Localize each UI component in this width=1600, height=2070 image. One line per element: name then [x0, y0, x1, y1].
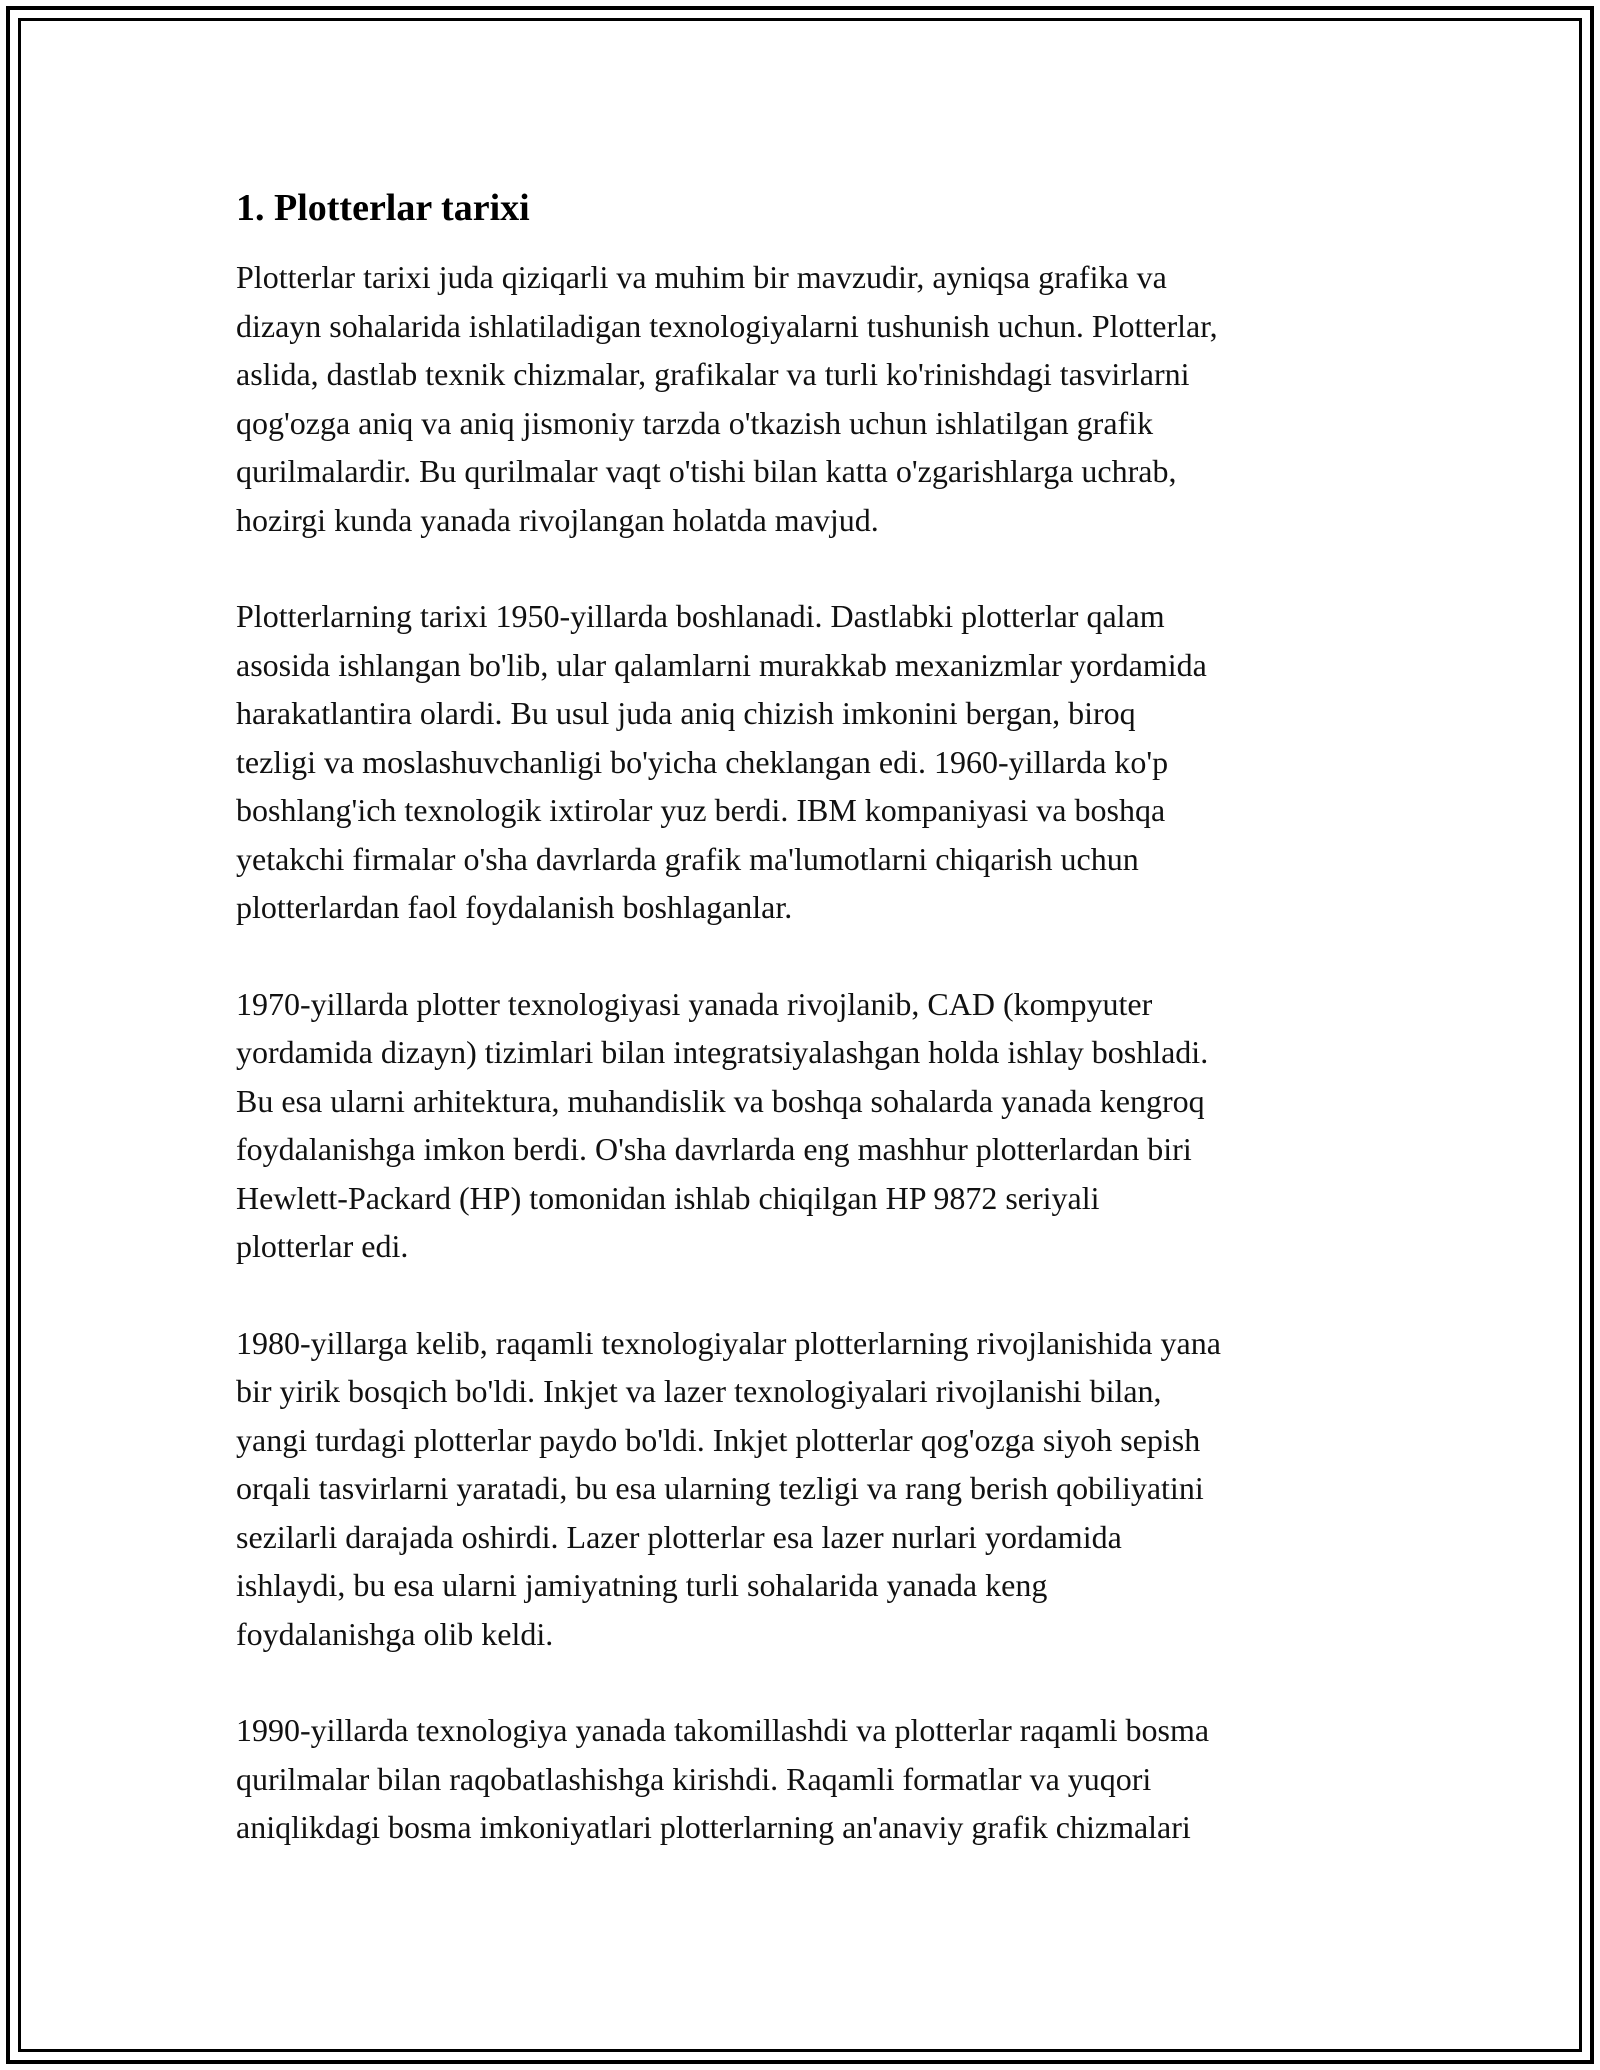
- text-line: bir yirik bosqich bo'ldi. Inkjet va lazer texnologiyalari rivojlanishi bilan,: [236, 1373, 1162, 1409]
- text-line: qog'ozga aniq va aniq jismoniy tarzda o'tkazish uchun ishlatilgan grafik: [236, 404, 1154, 441]
- paragraph: [236, 253, 1386, 544]
- paragraph: [236, 980, 1386, 1271]
- text-line: ishlaydi, bu esa ularni jamiyatning turli sohalarida yanada keng: [236, 1567, 1048, 1603]
- paragraph-list: [236, 253, 1386, 1852]
- text-line: tezligi va moslashuvchanligi bo'yicha cheklangan edi. 1960-yillarda ko'p: [236, 743, 1169, 780]
- document-content: [236, 185, 1386, 1900]
- text-line: Bu esa ularni arhitektura, muhandislik va boshqa sohalarda yanada kengroq: [236, 1082, 1205, 1119]
- paragraph: [236, 1706, 1386, 1852]
- text-line: yetakchi firmalar o'sha davrlarda grafik ma'lumotlarni chiqarish uchun: [236, 840, 1139, 877]
- text-line: sezilarli darajada oshirdi. Lazer plotterlar esa lazer nurlari yordamida: [236, 1518, 1122, 1555]
- paragraph: [236, 592, 1386, 932]
- text-line: Plotterlar tarixi juda qiziqarli va muhim bir mavzudir, ayniqsa grafika va: [236, 259, 1167, 295]
- section-heading: 1. Plotterlar tarixi: [236, 187, 530, 229]
- text-line: yangi turdagi plotterlar paydo bo'ldi. Inkjet plotterlar qog'ozga siyoh sepish: [236, 1421, 1201, 1458]
- text-line: plotterlardan faol foydalanish boshlaganlar.: [236, 889, 793, 925]
- text-line: hozirgi kunda yanada rivojlangan holatda mavjud.: [236, 501, 879, 538]
- text-line: 1990-yillarda texnologiya yanada takomillashdi va plotterlar raqamli bosma: [236, 1712, 1210, 1748]
- text-line: foydalanishga olib keldi.: [236, 1615, 554, 1652]
- text-line: qurilmalar bilan raqobatlashishga kirishdi. Raqamli formatlar va yuqori: [236, 1760, 1152, 1797]
- text-line: 1980-yillarga kelib, raqamli texnologiyalar plotterlarning rivojlanishida yana: [236, 1324, 1221, 1361]
- text-line: harakatlantira olardi. Bu usul juda aniq chizish imkonini bergan, biroq: [236, 695, 1136, 731]
- text-line: boshlang'ich texnologik ixtirolar yuz berdi. IBM kompaniyasi va boshqa: [236, 792, 1166, 828]
- text-line: orqali tasvirlarni yaratadi, bu esa ularning tezligi va rang berish qobiliyatini: [236, 1470, 1204, 1506]
- text-line: plotterlar edi.: [236, 1228, 409, 1264]
- text-line: asosida ishlangan bo'lib, ular qalamlarni murakkab mexanizmlar yordamida: [236, 646, 1207, 683]
- text-line: 1970-yillarda plotter texnologiyasi yanada rivojlanib, CAD (kompyuter: [236, 985, 1153, 1022]
- text-line: dizayn sohalarida ishlatiladigan texnologiyalarni tushunish uchun. Plotterlar,: [236, 307, 1218, 344]
- text-line: yordamida dizayn) tizimlari bilan integratsiyalashgan holda ishlay boshladi.: [236, 1034, 1209, 1070]
- text-line: aniqlikdagi bosma imkoniyatlari plotterlarning an'anaviy grafik chizmalari: [236, 1809, 1191, 1845]
- text-line: Hewlett-Packard (HP) tomonidan ishlab chiqilgan HP 9872 seriyali: [236, 1179, 1100, 1216]
- text-line: Plotterlarning tarixi 1950-yillarda boshlanadi. Dastlabki plotterlar qalam: [236, 598, 1165, 634]
- text-line: foydalanishga imkon berdi. O'sha davrlarda eng mashhur plotterlardan biri: [236, 1131, 1192, 1167]
- paragraph: [236, 1319, 1386, 1659]
- text-line: qurilmalardir. Bu qurilmalar vaqt o'tishi bilan katta o'zgarishlarga uchrab,: [236, 453, 1177, 489]
- text-line: aslida, dastlab texnik chizmalar, grafikalar va turli ko'rinishdagi tasvirlarni: [236, 356, 1190, 392]
